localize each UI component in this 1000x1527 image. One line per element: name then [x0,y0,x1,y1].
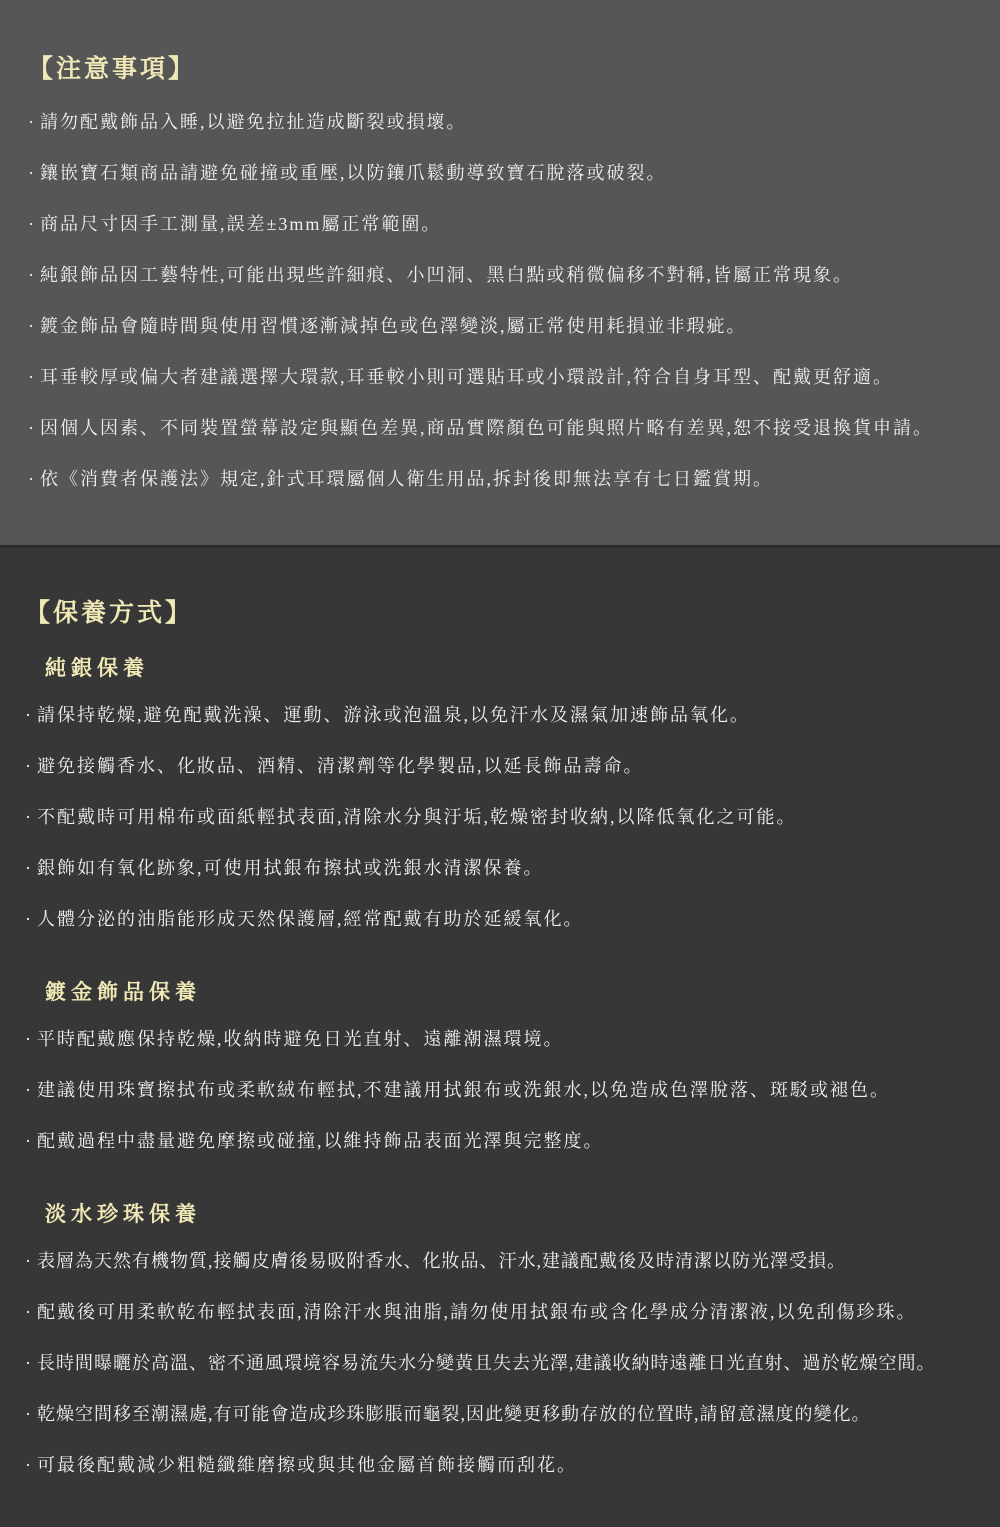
care-item [25,702,992,728]
notice-item-text: 請勿配戴飾品入睡,以避免拉扯造成斷裂或損壞。 [40,112,467,132]
care-item [25,1350,992,1376]
care-item-text: 配戴後可用柔軟乾布輕拭表面,清除汗水與油脂,請勿使用拭銀布或含化學成分清潔液,以免刮傷珍珠。 [37,1302,917,1322]
bullet-marker: · [25,1080,31,1100]
care-item [25,1401,992,1427]
subsection-heading-gold-plated-care: 鍍金飾品保養 [45,980,201,1004]
bullet-marker: · [25,1029,31,1049]
care-item [25,1452,992,1478]
bullet-marker: · [25,705,31,725]
subsection-heading-pearl-care: 淡水珍珠保養 [45,1202,201,1226]
care-item-text: 人體分泌的油脂能形成天然保護層,經常配戴有助於延緩氧化。 [37,909,584,929]
care-item-text: 配戴過程中盡量避免摩擦或碰撞,以維持飾品表面光澤與完整度。 [37,1131,604,1151]
care-item [25,1248,992,1274]
bullet-marker: · [25,1302,31,1322]
bullet-marker: · [28,316,34,336]
notice-item [28,109,988,135]
notice-item-text: 鑲嵌寶石類商品請避免碰撞或重壓,以防鑲爪鬆動導致寶石脫落或破裂。 [40,163,667,183]
notice-item [28,160,988,186]
subsection-silver-care [25,654,992,932]
bullet-marker: · [25,909,31,929]
notice-item-text: 純銀飾品因工藝特性,可能出現些許細痕、小凹洞、黑白點或稍微偏移不對稱,皆屬正常現象。 [40,265,853,285]
care-item [25,1299,992,1325]
notice-section-title: 【注意事項】 [28,56,197,83]
care-item [25,753,992,779]
care-item-text: 避免接觸香水、化妝品、酒精、清潔劑等化學製品,以延長飾品壽命。 [37,756,644,776]
notice-item-text: 商品尺寸因手工測量,誤差±3mm屬正常範圍。 [40,214,442,234]
care-item-text: 乾燥空間移至潮濕處,有可能會造成珍珠膨脹而龜裂,因此變更移動存放的位置時,請留意濕度的變化。 [37,1404,871,1424]
notice-item [28,466,988,492]
bullet-marker: · [25,1251,31,1271]
notice-item [28,415,988,441]
care-item-text: 可最後配戴減少粗糙纖維磨擦或與其他金屬首飾接觸而刮花。 [37,1455,577,1475]
care-item-text: 平時配戴應保持乾燥,收納時避免日光直射、遠離潮濕環境。 [37,1029,564,1049]
bullet-marker: · [28,163,34,183]
care-item [25,804,992,830]
care-item-text: 不配戴時可用棉布或面紙輕拭表面,清除水分與汙垢,乾燥密封收納,以降低氧化之可能。 [37,807,797,827]
bullet-marker: · [28,469,34,489]
notice-item-text: 鍍金飾品會隨時間與使用習慣逐漸減掉色或色澤變淡,屬正常使用耗損並非瑕疵。 [40,316,747,336]
bullet-marker: · [25,1455,31,1475]
notice-item-text: 依《消費者保護法》規定,針式耳環屬個人衛生用品,拆封後即無法享有七日鑑賞期。 [40,469,773,489]
care-item-text: 請保持乾燥,避免配戴洗澡、運動、游泳或泡溫泉,以免汗水及濕氣加速飾品氧化。 [37,705,750,725]
bullet-marker: · [25,858,31,878]
care-item-text: 表層為天然有機物質,接觸皮膚後易吸附香水、化妝品、汗水,建議配戴後及時清潔以防光澤受損。 [37,1251,846,1271]
bullet-marker: · [28,214,34,234]
care-item-text: 銀飾如有氧化跡象,可使用拭銀布擦拭或洗銀水清潔保養。 [37,858,544,878]
notice-item-text: 因個人因素、不同裝置螢幕設定與顯色差異,商品實際顏色可能與照片略有差異,恕不接受退換貨申請。 [40,418,933,438]
care-section [0,548,1000,1527]
care-item [25,1077,992,1103]
care-item [25,1026,992,1052]
bullet-marker: · [28,112,34,132]
care-section-title: 【保養方式】 [25,600,194,627]
notice-item-text: 耳垂較厚或偏大者建議選擇大環款,耳垂較小則可選貼耳或小環設計,符合自身耳型、配戴更舒適。 [40,367,893,387]
notice-item [28,313,988,339]
subsection-heading-silver-care: 純銀保養 [45,656,149,680]
bullet-marker: · [25,807,31,827]
notice-section [0,0,1000,545]
bullet-marker: · [28,418,34,438]
subsection-pearl-care [25,1179,992,1478]
bullet-marker: · [25,1131,31,1151]
subsection-gold-plated-care [25,957,992,1154]
care-item [25,906,992,932]
care-item-text: 建議使用珠寶擦拭布或柔軟絨布輕拭,不建議用拭銀布或洗銀水,以免造成色澤脫落、斑駁或褪色。 [37,1080,890,1100]
notice-item [28,364,988,390]
bullet-marker: · [25,1353,31,1373]
care-item [25,1128,992,1154]
care-item-text: 長時間曝曬於高溫、密不通風環境容易流失水分變黃且失去光澤,建議收納時遠離日光直射、過於乾燥空間。 [37,1353,936,1373]
bullet-marker: · [28,265,34,285]
bullet-marker: · [25,756,31,776]
bullet-marker: · [25,1404,31,1424]
notice-item [28,262,988,288]
notice-item [28,211,988,237]
bullet-marker: · [28,367,34,387]
care-item [25,855,992,881]
